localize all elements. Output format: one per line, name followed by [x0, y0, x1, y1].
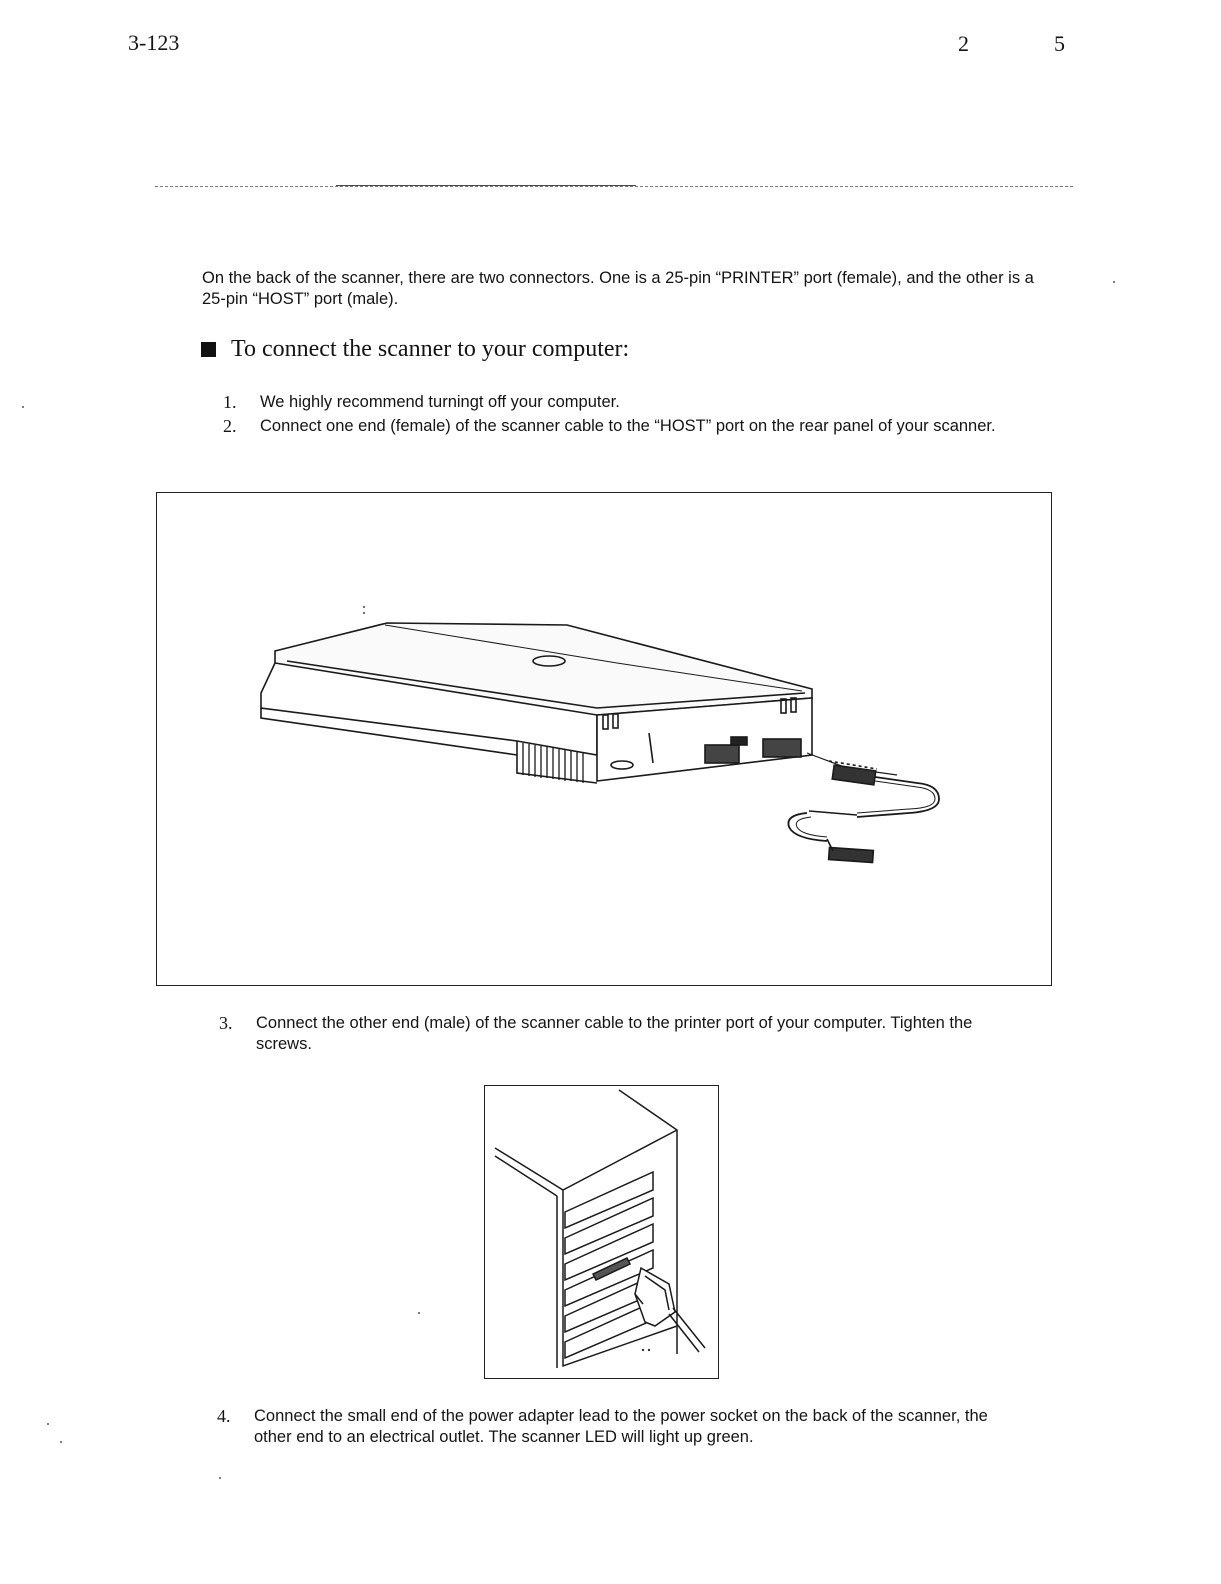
- step-4: [217, 1406, 1037, 1450]
- section-heading: [201, 336, 629, 363]
- step-text: We highly recommend turningt off your computer.: [260, 393, 620, 411]
- step-1: [223, 392, 1023, 414]
- page-number-right: 5: [1054, 31, 1065, 56]
- square-bullet-icon: [201, 342, 216, 357]
- step-text: Connect one end (female) of the scanner cable to the “HOST” port on the rear panel of your scanner.: [260, 417, 996, 435]
- step-number: 3.: [219, 1013, 233, 1033]
- step-number: 2.: [223, 416, 237, 436]
- scan-speck: [22, 406, 24, 408]
- scanner-with-cable-illustration: [157, 493, 1050, 984]
- document-number: 3-123: [128, 30, 180, 55]
- page-number-left: 2: [958, 31, 969, 56]
- step-text: Connect the other end (male) of the scanner cable to the printer port of your computer. Tighten the screws.: [256, 1014, 973, 1053]
- step-number: 1.: [223, 392, 237, 412]
- scan-speck: [60, 1441, 62, 1443]
- header-rule-solid: [336, 185, 636, 186]
- step-2: [223, 416, 1023, 460]
- step-text: Connect the small end of the power adapter lead to the power socket on the back of the scanner, the other end to an electrical outlet. The scanner LED will light up green.: [254, 1407, 988, 1446]
- scan-speck: [219, 1477, 221, 1479]
- section-heading-text: To connect the scanner to your computer:: [231, 336, 630, 362]
- computer-port-figure: [484, 1085, 719, 1379]
- scan-speck: [47, 1423, 49, 1425]
- computer-printer-port-illustration: [485, 1086, 717, 1377]
- step-number: 4.: [217, 1406, 231, 1426]
- intro-paragraph: On the back of the scanner, there are two connectors. One is a 25-pin “PRINTER” port (female), and the other is a 25-pin “HOST” port (male).: [202, 269, 1034, 308]
- scan-speck: [1113, 281, 1115, 283]
- scanner-figure: [156, 492, 1052, 986]
- header-rule: [155, 186, 1073, 187]
- step-3: [219, 1013, 1039, 1057]
- scan-speck: [418, 1312, 420, 1314]
